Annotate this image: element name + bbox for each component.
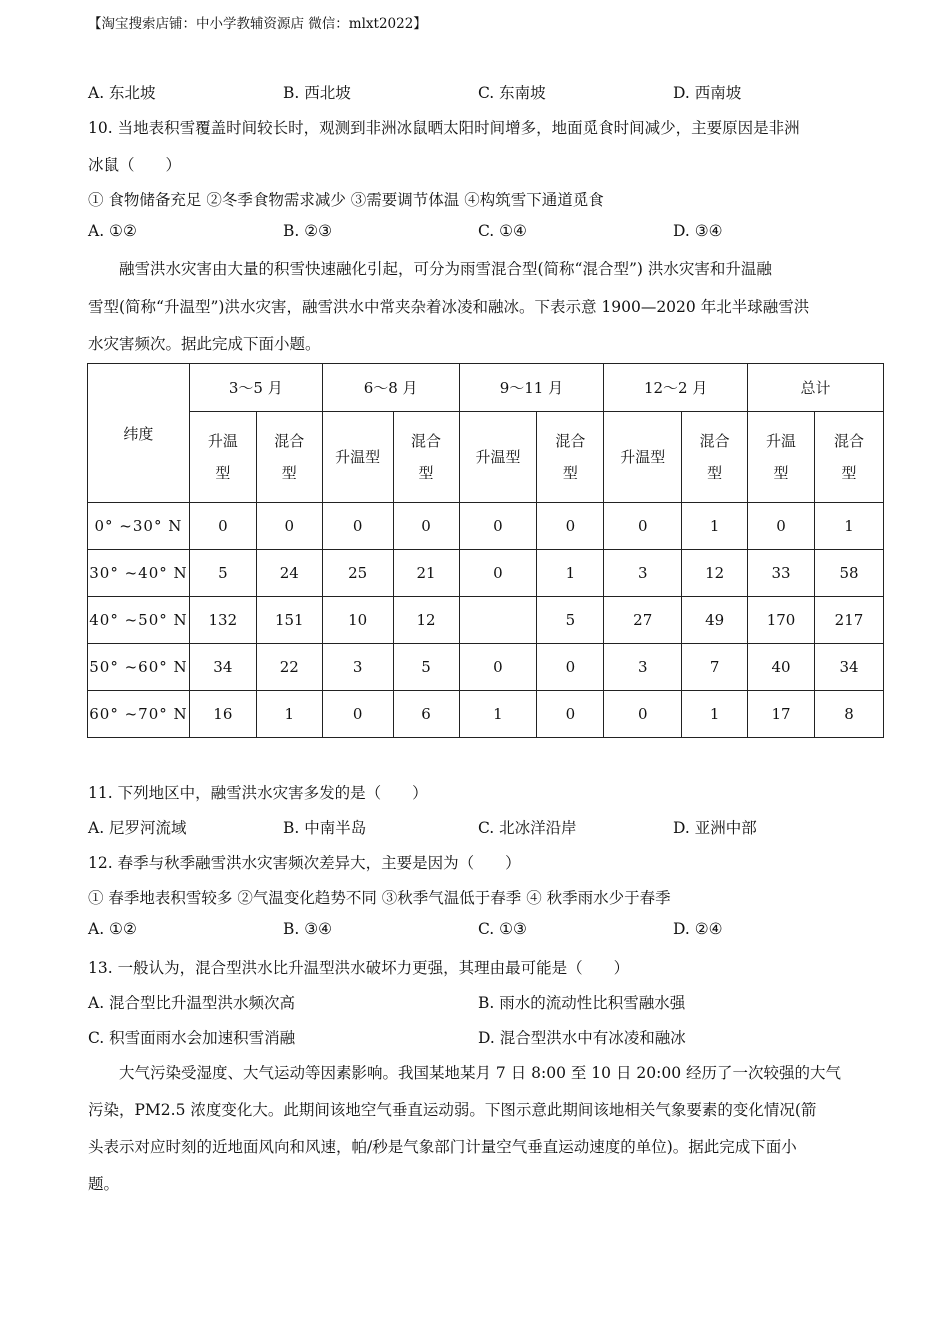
table-cell: 1 xyxy=(256,691,322,738)
subheader-warming: 升温型 xyxy=(322,412,393,503)
q12-option-d: D. ②④ xyxy=(673,920,723,938)
q12-option-a: A. ①② xyxy=(88,920,137,938)
q10-option-d: D. ③④ xyxy=(673,222,723,240)
q12-option-b: B. ③④ xyxy=(283,920,333,938)
row-latitude: 0° ~30° N xyxy=(88,503,190,550)
table-cell: 3 xyxy=(604,644,682,691)
q10-stem-line2: 冰鼠（ ） xyxy=(88,156,182,174)
row-latitude: 30° ~40° N xyxy=(88,550,190,597)
table-cell: 33 xyxy=(748,550,815,597)
table-cell: 5 xyxy=(393,644,459,691)
flood-frequency-table xyxy=(87,363,884,738)
passage2-line3: 头表示对应时刻的近地面风向和风速，帕/秒是气象部门计量空气垂直运动速度的单位)。据此完成下面小 xyxy=(88,1138,797,1156)
subheader-warming: 升温型 xyxy=(459,412,537,503)
q13-option-d: D. 混合型洪水中有冰凌和融冰 xyxy=(478,1029,686,1047)
table-cell: 1 xyxy=(682,691,748,738)
q13-option-a: A. 混合型比升温型洪水频次高 xyxy=(88,994,296,1012)
table-cell: 0 xyxy=(322,691,393,738)
table-cell: 49 xyxy=(682,597,748,644)
table-cell: 170 xyxy=(748,597,815,644)
season-summer: 6～8 月 xyxy=(322,364,459,412)
subheader-mixed: 混合 型 xyxy=(682,412,748,503)
table-row xyxy=(88,503,884,550)
table-cell: 0 xyxy=(604,503,682,550)
table-cell: 132 xyxy=(189,597,256,644)
table-header-row-seasons xyxy=(88,364,884,412)
passage1-line1: 融雪洪水灾害由大量的积雪快速融化引起，可分为雨雪混合型(简称“混合型”) 洪水灾害和升温融 xyxy=(119,260,772,278)
q9-option-d: D. 西南坡 xyxy=(673,84,742,102)
table-cell: 24 xyxy=(256,550,322,597)
passage1-line3: 水灾害频次。据此完成下面小题。 xyxy=(88,335,321,353)
q11-options xyxy=(88,816,868,838)
q10-stem-line1: 10. 当地表积雪覆盖时间较长时，观测到非洲冰鼠晒太阳时间增多，地面觅食时间减少，主要原因是非洲 xyxy=(88,119,800,137)
table-cell: 5 xyxy=(537,597,604,644)
table-row xyxy=(88,691,884,738)
subheader-mixed: 混合 型 xyxy=(537,412,604,503)
q11-option-a: A. 尼罗河流域 xyxy=(88,819,187,837)
table-cell: 0 xyxy=(189,503,256,550)
table-cell: 12 xyxy=(393,597,459,644)
lat-header: 纬度 xyxy=(88,364,190,503)
season-winter: 12～2 月 xyxy=(604,364,748,412)
table-row xyxy=(88,644,884,691)
table-cell: 10 xyxy=(322,597,393,644)
passage2-line1: 大气污染受湿度、大气运动等因素影响。我国某地某月 7 日 8:00 至 10 日 20:00 经历了一次较强的大气 xyxy=(119,1064,841,1082)
page-header: 【淘宝搜索店铺：中小学教辅资源店 微信：mlxt2022】 xyxy=(88,16,427,32)
passage1-line2: 雪型(简称“升温型”)洪水灾害，融雪洪水中常夹杂着冰凌和融冰。下表示意 1900—2020 年北半球融雪洪 xyxy=(88,298,810,316)
table-cell: 8 xyxy=(814,691,883,738)
table-cell: 0 xyxy=(322,503,393,550)
q13-option-c: C. 积雪面雨水会加速积雪消融 xyxy=(88,1029,296,1047)
table-cell: 22 xyxy=(256,644,322,691)
table-cell xyxy=(459,597,537,644)
table-cell: 6 xyxy=(393,691,459,738)
subheader-mixed: 混合 型 xyxy=(393,412,459,503)
table-cell: 40 xyxy=(748,644,815,691)
table-cell: 1 xyxy=(682,503,748,550)
subheader-mixed: 混合 型 xyxy=(256,412,322,503)
table-cell: 0 xyxy=(604,691,682,738)
q13-option-b: B. 雨水的流动性比积雪融水强 xyxy=(478,994,686,1012)
table-cell: 1 xyxy=(814,503,883,550)
table-cell: 27 xyxy=(604,597,682,644)
table-cell: 34 xyxy=(189,644,256,691)
table-cell: 5 xyxy=(189,550,256,597)
q9-option-b: B. 西北坡 xyxy=(283,84,351,102)
row-latitude: 50° ~60° N xyxy=(88,644,190,691)
subheader-warming: 升温 型 xyxy=(748,412,815,503)
q12-items: ① 春季地表积雪较多 ②气温变化趋势不同 ③秋季气温低于春季 ④ 秋季雨水少于春季 xyxy=(88,889,671,907)
q13-stem: 13. 一般认为，混合型洪水比升温型洪水破坏力更强，其理由最可能是（ ） xyxy=(88,959,630,977)
table-cell: 1 xyxy=(459,691,537,738)
subheader-warming: 升温型 xyxy=(604,412,682,503)
season-autumn: 9～11 月 xyxy=(459,364,604,412)
q10-options xyxy=(88,222,868,240)
table-cell: 21 xyxy=(393,550,459,597)
q10-option-a: A. ①② xyxy=(88,222,137,240)
q10-option-b: B. ②③ xyxy=(283,222,333,240)
table-cell: 151 xyxy=(256,597,322,644)
q13-options-row1 xyxy=(88,991,868,1013)
table-cell: 217 xyxy=(814,597,883,644)
table-header-row-types xyxy=(88,412,884,503)
passage2-line2: 污染，PM2.5 浓度变化大。此期间该地空气垂直运动弱。下图示意此期间该地相关气象要素的变化情况(箭 xyxy=(88,1101,817,1119)
q13-options-row2 xyxy=(88,1026,868,1048)
q11-stem: 11. 下列地区中，融雪洪水灾害多发的是（ ） xyxy=(88,784,428,802)
table-cell: 25 xyxy=(322,550,393,597)
q9-option-c: C. 东南坡 xyxy=(478,84,546,102)
passage2-line4: 题。 xyxy=(88,1175,120,1193)
table-cell: 7 xyxy=(682,644,748,691)
subheader-mixed: 混合 型 xyxy=(814,412,883,503)
q10-items: ① 食物储备充足 ②冬季食物需求减少 ③需要调节体温 ④构筑雪下通道觅食 xyxy=(88,191,604,209)
subheader-warming: 升温 型 xyxy=(189,412,256,503)
q12-stem: 12. 春季与秋季融雪洪水灾害频次差异大，主要是因为（ ） xyxy=(88,854,521,872)
table-cell: 58 xyxy=(814,550,883,597)
table-cell: 16 xyxy=(189,691,256,738)
q11-option-c: C. 北冰洋沿岸 xyxy=(478,819,577,837)
table-cell: 12 xyxy=(682,550,748,597)
table-cell: 0 xyxy=(459,550,537,597)
table-cell: 3 xyxy=(322,644,393,691)
table-cell: 0 xyxy=(537,691,604,738)
table-cell: 1 xyxy=(537,550,604,597)
season-total: 总计 xyxy=(748,364,884,412)
table-cell: 0 xyxy=(393,503,459,550)
table-cell: 0 xyxy=(459,503,537,550)
table-cell: 3 xyxy=(604,550,682,597)
q12-options xyxy=(88,920,868,938)
table-row xyxy=(88,597,884,644)
row-latitude: 40° ~50° N xyxy=(88,597,190,644)
table-row xyxy=(88,550,884,597)
q10-option-c: C. ①④ xyxy=(478,222,527,240)
table-cell: 0 xyxy=(459,644,537,691)
table-cell: 0 xyxy=(537,644,604,691)
table-cell: 17 xyxy=(748,691,815,738)
q11-option-d: D. 亚洲中部 xyxy=(673,819,757,837)
table-cell: 0 xyxy=(256,503,322,550)
season-spring: 3～5 月 xyxy=(189,364,322,412)
q11-option-b: B. 中南半岛 xyxy=(283,819,367,837)
q9-options xyxy=(88,81,868,103)
q9-option-a: A. 东北坡 xyxy=(88,84,156,102)
table-cell: 0 xyxy=(748,503,815,550)
table-cell: 0 xyxy=(537,503,604,550)
q12-option-c: C. ①③ xyxy=(478,920,527,938)
table-cell: 34 xyxy=(814,644,883,691)
row-latitude: 60° ~70° N xyxy=(88,691,190,738)
